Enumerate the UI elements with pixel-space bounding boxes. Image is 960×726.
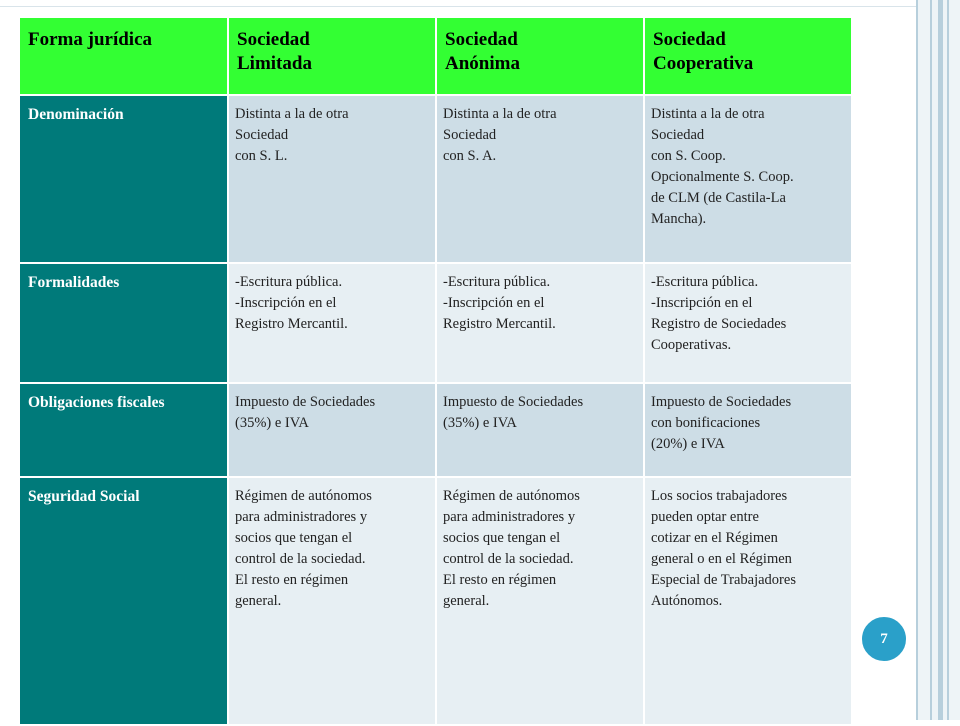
- cell-line: general.: [443, 593, 490, 610]
- cell-line: socios que tengan el: [235, 530, 353, 547]
- cell-line: Registro Mercantil.: [443, 316, 556, 333]
- cell-line: Mancha).: [651, 211, 707, 228]
- cell-line: para administradores y: [235, 509, 368, 526]
- cell-line: Registro Mercantil.: [235, 316, 348, 333]
- cell-sa-seguridad: [436, 477, 644, 725]
- cell-line: Distinta a la de otra: [443, 106, 557, 122]
- cell-line: con S. Coop.: [651, 148, 726, 165]
- cell-line: -Escritura pública.: [443, 274, 551, 290]
- cell-line: control de la sociedad.: [443, 551, 574, 568]
- cell-sl-denominacion: [228, 95, 436, 263]
- cell-line: -Escritura pública.: [235, 274, 343, 290]
- header-sociedad-anonima: [436, 18, 644, 95]
- cell-coop-obligaciones: [644, 383, 852, 477]
- header-row: [20, 18, 852, 95]
- stripe: [938, 0, 943, 720]
- cell-line: socios que tengan el: [443, 530, 561, 547]
- cell-line: cotizar en el Régimen: [651, 530, 778, 547]
- cell-line: Distinta a la de otra: [651, 106, 765, 122]
- cell-line: para administradores y: [443, 509, 576, 526]
- cell-line: con S. L.: [235, 148, 288, 165]
- cell-line: general.: [235, 593, 282, 610]
- header-text: Forma jurídica: [28, 29, 153, 50]
- row-label: Denominación: [20, 95, 228, 263]
- cell-line: Opcionalmente S. Coop.: [651, 169, 794, 186]
- cell-line: El resto en régimen: [443, 572, 557, 589]
- cell-line: Distinta a la de otra: [235, 106, 349, 122]
- header-text: Sociedad: [445, 29, 518, 50]
- cell-line: -Inscripción en el: [235, 295, 337, 312]
- cell-line: de CLM (de Castila-La: [651, 190, 786, 207]
- page-number-badge: 7: [859, 614, 909, 664]
- cell-sa-obligaciones: [436, 383, 644, 477]
- cell-line: con bonificaciones: [651, 415, 761, 432]
- cell-coop-denominacion: [644, 95, 852, 263]
- header-text: Anónima: [445, 52, 520, 74]
- cell-line: Cooperativas.: [651, 337, 732, 354]
- cell-line: Sociedad: [235, 127, 289, 144]
- cell-line: (35%) e IVA: [443, 415, 517, 432]
- row-label: Seguridad Social: [20, 477, 228, 725]
- cell-line: Régimen de autónomos: [235, 488, 372, 504]
- cell-line: Régimen de autónomos: [443, 488, 580, 504]
- header-sociedad-cooperativa: [644, 18, 852, 95]
- cell-line: Los socios trabajadores: [651, 488, 788, 504]
- header-forma-juridica: [20, 18, 228, 95]
- cell-line: Sociedad: [443, 127, 497, 144]
- row-label: Formalidades: [20, 263, 228, 383]
- cell-line: Impuesto de Sociedades: [651, 394, 792, 410]
- cell-sl-formalidades: [228, 263, 436, 383]
- comparison-table: [20, 18, 853, 726]
- header-text: Limitada: [237, 52, 312, 74]
- cell-sl-seguridad: [228, 477, 436, 725]
- row-label: Obligaciones fiscales: [20, 383, 228, 477]
- cell-line: -Escritura pública.: [651, 274, 759, 290]
- header-text: Sociedad: [237, 29, 310, 50]
- stripe: [930, 0, 932, 720]
- cell-line: Impuesto de Sociedades: [443, 394, 584, 410]
- cell-coop-formalidades: [644, 263, 852, 383]
- cell-sa-denominacion: [436, 95, 644, 263]
- cell-line: -Inscripción en el: [651, 295, 753, 312]
- cell-line: con S. A.: [443, 148, 497, 165]
- cell-line: El resto en régimen: [235, 572, 349, 589]
- table-row-formalidades: [20, 263, 852, 383]
- cell-line: general o en el Régimen: [651, 551, 792, 568]
- cell-line: Especial de Trabajadores: [651, 572, 796, 589]
- cell-line: (20%) e IVA: [651, 436, 725, 453]
- table-row-obligaciones-fiscales: [20, 383, 852, 477]
- header-sociedad-limitada: [228, 18, 436, 95]
- cell-line: Autónomos.: [651, 593, 723, 610]
- cell-line: -Inscripción en el: [443, 295, 545, 312]
- top-rule: [0, 6, 918, 7]
- cell-line: pueden optar entre: [651, 509, 759, 526]
- stripe: [947, 0, 949, 720]
- cell-line: (35%) e IVA: [235, 415, 309, 432]
- cell-line: Sociedad: [651, 127, 705, 144]
- table-row-denominacion: [20, 95, 852, 263]
- cell-line: Impuesto de Sociedades: [235, 394, 376, 410]
- header-text: Sociedad: [653, 29, 726, 50]
- decorative-side-stripes: [916, 0, 960, 720]
- cell-line: Registro de Sociedades: [651, 316, 787, 333]
- table-row-seguridad-social: [20, 477, 852, 725]
- header-text: Cooperativa: [653, 52, 754, 74]
- cell-sl-obligaciones: [228, 383, 436, 477]
- cell-line: control de la sociedad.: [235, 551, 366, 568]
- cell-coop-seguridad: [644, 477, 852, 725]
- cell-sa-formalidades: [436, 263, 644, 383]
